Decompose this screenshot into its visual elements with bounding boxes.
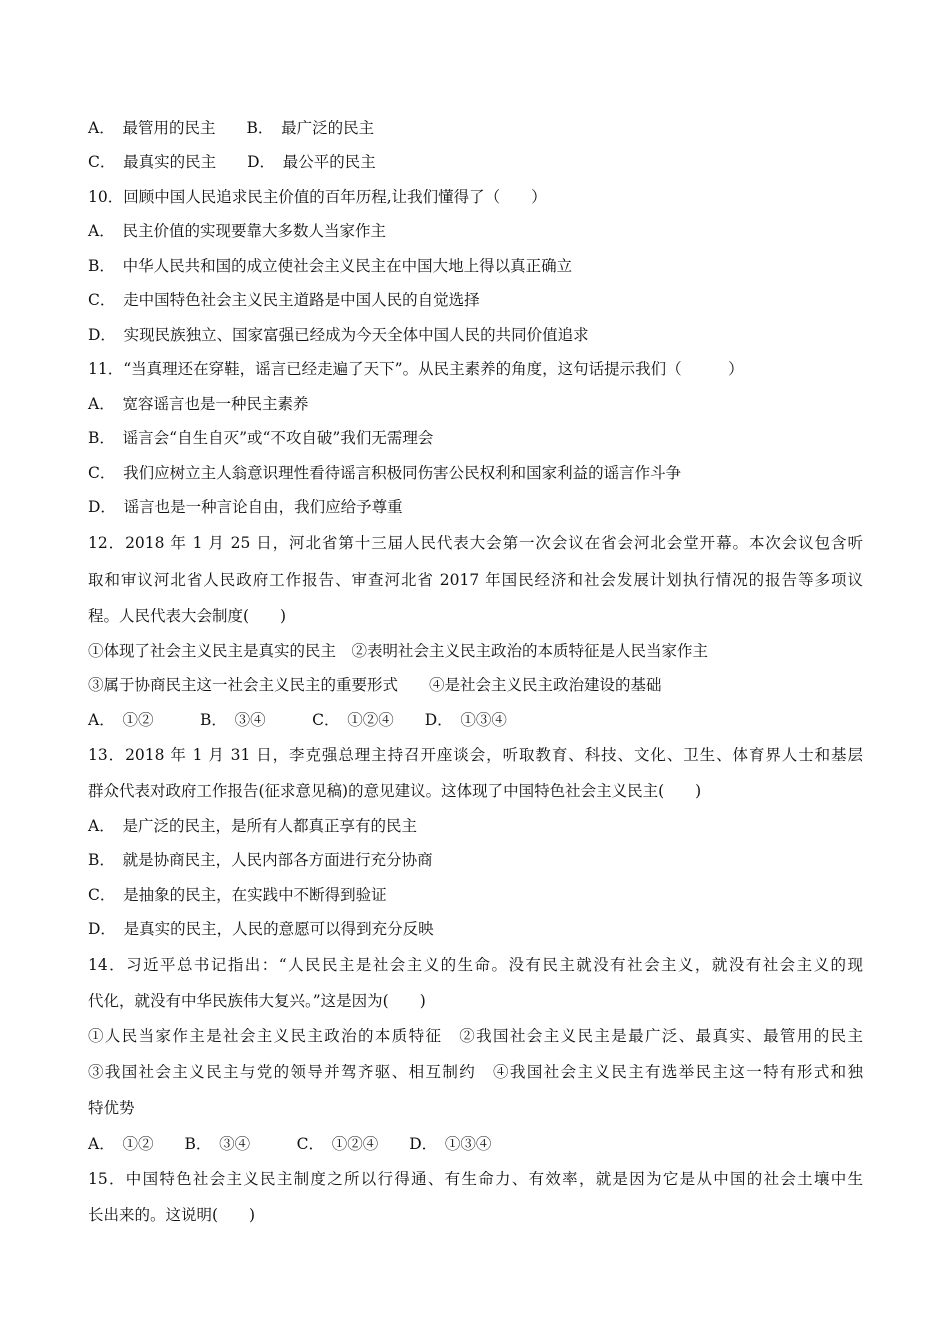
q12-stem-line-2: 取和审议河北省人民政府工作报告、审查河北省 2017 年国民经济和社会发展计划执行情况的报告等多项议 [88,571,863,589]
q12-stem-line-1: 12．2018 年 1 月 25 日，河北省第十三届人民代表大会第一次会议在省会河北会堂开幕。本次会议包含听 [88,534,863,552]
q11-stem: 11．“当真理还在穿鞋，谣言已经走遍了天下”。从民主素养的角度，这句话提示我们（ ） [88,360,744,378]
q12-statements-34: ③属于协商民主这一社会主义民主的重要形式 ④是社会主义民主政治建设的基础 [88,676,662,694]
q14-statements-34: ③我国社会主义民主与党的领导并驾齐驱、相互制约 ④我国社会主义民主有选举民主这一特有形式和独 [88,1063,863,1081]
q12-options: A． ①② B． ③④ C． ①②④ D． ①③④ [88,711,507,729]
q10-option-a: A． 民主价值的实现要靠大多数人当家作主 [88,222,386,240]
q10-option-d: D． 实现民族独立、国家富强已经成为今天全体中国人民的共同价值追求 [88,326,589,344]
q12-statements-12: ①体现了社会主义民主是真实的民主 ②表明社会主义民主政治的本质特征是人民当家作主 [88,642,709,660]
q10-stem: 10．回顾中国人民追求民主价值的百年历程,让我们懂得了（ ） [88,188,547,206]
q12-stem-line-3: 程。人民代表大会制度( ) [88,607,287,625]
q15-stem-line-2: 长出来的。这说明( ) [88,1206,256,1224]
q13-option-c: C． 是抽象的民主，在实践中不断得到验证 [88,886,387,904]
q11-option-d: D． 谣言也是一种言论自由，我们应给予尊重 [88,498,403,516]
q10-option-b: B． 中华人民共和国的成立使社会主义民主在中国大地上得以真正确立 [88,257,573,275]
q11-option-b: B． 谣言会“自生自灭”或“不攻自破”我们无需理会 [88,429,434,447]
q13-option-a: A． 是广泛的民主，是所有人都真正享有的民主 [88,817,417,835]
q14-stem-line-1: 14．习近平总书记指出：“人民民主是社会主义的生命。没有民主就没有社会主义，就没有社会主义的现 [88,956,863,974]
q9-options-ab: A． 最管用的民主 B． 最广泛的民主 [88,119,375,137]
q14-options: A． ①② B． ③④ C． ①②④ D． ①③④ [88,1135,492,1153]
q11-option-a: A． 宽容谣言也是一种民主素养 [88,395,309,413]
q14-statements-12: ①人民当家作主是社会主义民主政治的本质特征 ②我国社会主义民主是最广泛、最真实、最管用的民主 [88,1027,863,1045]
q15-stem-line-1: 15．中国特色社会主义民主制度之所以行得通、有生命力、有效率，就是因为它是从中国的社会土壤中生 [88,1170,863,1188]
q13-stem-line-2: 群众代表对政府工作报告(征求意见稿)的意见建议。这体现了中国特色社会主义民主( ) [88,782,702,800]
q10-option-c: C． 走中国特色社会主义民主道路是中国人民的自觉选择 [88,291,480,309]
q13-stem-line-1: 13．2018 年 1 月 31 日，李克强总理主持召开座谈会，听取教育、科技、文化、卫生、体育界人士和基层 [88,746,863,764]
q14-statements-continued: 特优势 [88,1099,135,1117]
q14-stem-line-2: 代化，就没有中华民族伟大复兴。”这是因为( ) [88,992,426,1010]
q13-option-d: D． 是真实的民主，人民的意愿可以得到充分反映 [88,920,434,938]
q9-options-cd: C． 最真实的民主 D． 最公平的民主 [88,153,376,171]
q13-option-b: B． 就是协商民主，人民内部各方面进行充分协商 [88,851,433,869]
q11-option-c: C． 我们应树立主人翁意识理性看待谣言积极同伤害公民权利和国家利益的谣言作斗争 [88,464,682,482]
